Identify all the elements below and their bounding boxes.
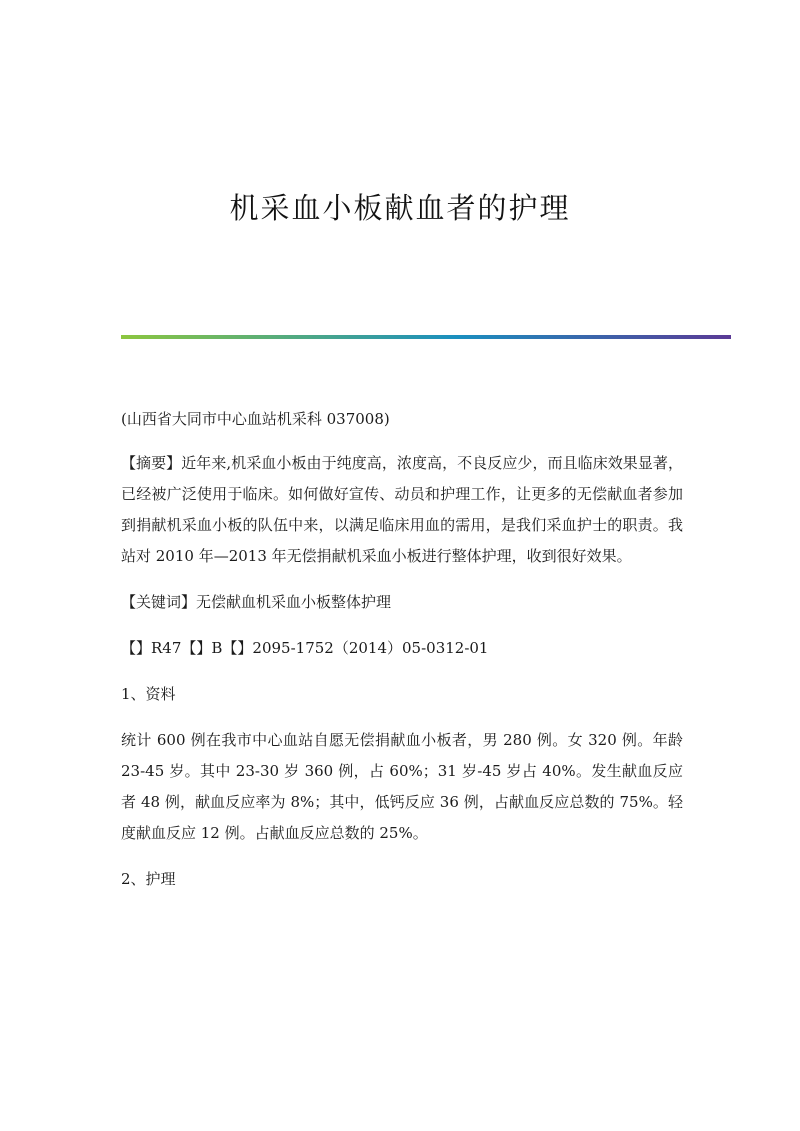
classification-line: 【】R47【】B【】2095-1752（2014）05-0312-01 <box>121 639 489 657</box>
abstract-text: 近年来,机采血小板由于纯度高，浓度高，不良反应少，而且临床效果显著，已经被广泛使用于临床。如何做好宣传、动员和护理工作，让更多的无偿献血者参加到捐献机采血小板的队伍中来，以满足临床用血的需用，是我们采血护士的职责。我站对 2010 年—2013 年无偿捐献机采血小板进行整体护理，收到很好效果。 <box>121 454 683 565</box>
author-affiliation: (山西省大同市中心血站机采科 037008) <box>121 410 390 428</box>
keywords-text: 无偿献血机采血小板整体护理 <box>196 593 392 611</box>
keywords-label: 【关键词】 <box>121 593 197 611</box>
abstract-label: 【摘要】 <box>121 454 182 472</box>
section-2-heading: 2、护理 <box>121 870 176 888</box>
section-1-body: 统计 600 例在我市中心血站自愿无偿捐献血小板者，男 280 例。女 320 例。年龄 23-45 岁。其中 23-30 岁 360 例，占 60%；31 岁-45 岁占 40%。发生献血反应者 48 例，献血反应率为 8%；其中，低钙反应 36 例，占献血反应总数的 75%。轻度献血反应 12 例。占献血反应总数的 25%。 <box>121 731 683 842</box>
document-body <box>121 404 683 910</box>
abstract-paragraph <box>121 448 683 572</box>
document-title: 机采血小板献血者的护理 <box>229 191 571 225</box>
keywords-paragraph <box>121 587 683 618</box>
section-1-heading: 1、资料 <box>121 685 176 703</box>
title-divider <box>121 335 731 339</box>
